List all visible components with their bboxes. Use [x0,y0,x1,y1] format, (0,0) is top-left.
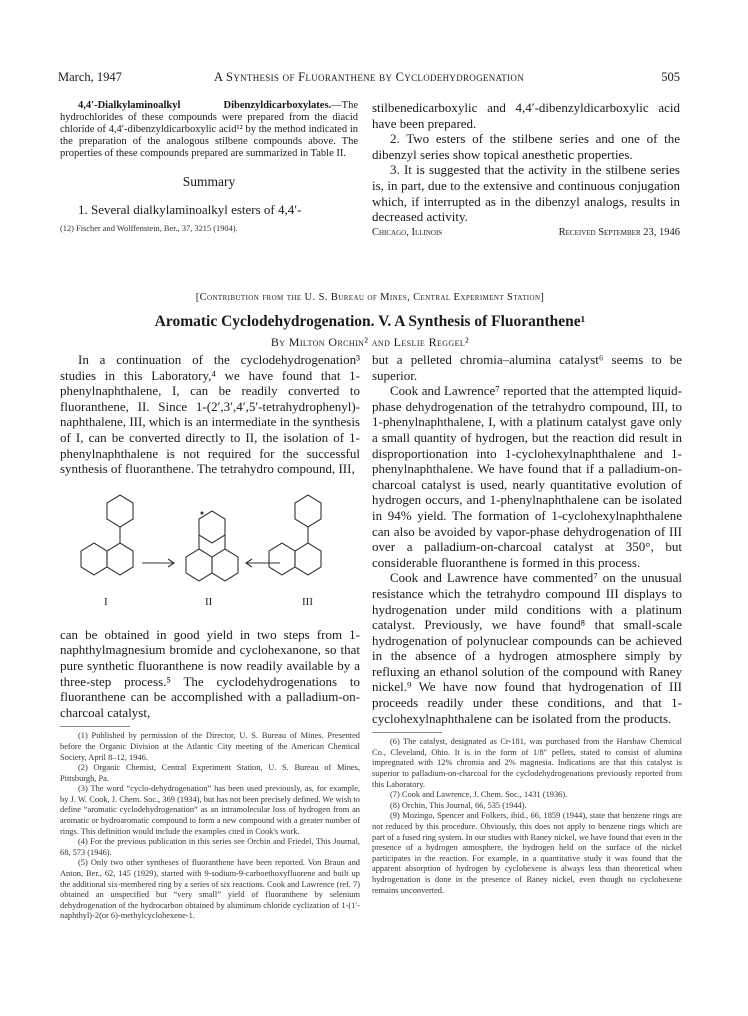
footnote-6: (6) The catalyst, designated as Cr-181, was purchased from the Harshaw Chemical Co., Cleveland, Ohio. It is in the form of 1/8″ pellets, stated to consist of alumina impregnated with 12% chromia and 2% magnesia. Indications are that this catalyst is superior to palladium-on-charcoal for the cyclodehydrogenations previously reported from this Laboratory. [372,737,682,789]
summary-item-1-end: stilbenedicarboxylic and 4,4′-dibenzyldicarboxylic acid have been prepared. [372,100,680,131]
paragraph-r3: Cook and Lawrence have commented⁷ on the unusual resistance which the tetrahydro compound III displays to hydrogenation under mild conditions with a platinum catalyst. Previously, we have found⁸ that small-scale hydrogenation of polynuclear compounds can be achieved in the absence of a hydrogen atmosphere simply by refluxing an ethanol solution of the compound with Raney nickel.⁹ We have now found that hydrogenation of III proceeds readily under these conditions, and that 1-cyclohexylnaphthalene can be isolated from the products. [372,570,682,726]
running-header [58,70,680,86]
footnote-rule-right [372,732,442,733]
paragraph-1: In a continuation of the cyclodehydrogenation³ studies in this Laboratory,⁴ we have found that 1-phenylnaphthalene, I, can be readily converted to fluoranthene, II. Since 1-(2′,3′,4′,5′-tetrahydrophenyl)-naphthalene, III, which is an intermediate in the synthesis of I, can be converted directly to II, the isolation of 1-phenylnaphthalene is not required for the successful synthesis of fluoranthene. The tetrahydro compound, III, [60,352,360,477]
compound-I-phenyl-ring [107,495,133,527]
article-left-column [60,352,360,922]
header-page-number: 505 [661,70,680,84]
article-right-column [372,352,682,896]
dibenzyl-paragraph-heading: 4,4′-Dialkylaminoalkyl Dibenzyldicarboxylates. [78,100,332,111]
compound-III-tetrahydro-ring [295,495,321,527]
compound-II-left-ring [186,549,212,581]
header-running-title: A Synthesis of Fluoranthene by Cyclodehydrogenation [214,70,524,84]
dibenzyl-paragraph [60,100,358,160]
compound-III-naphthalene-ring-b [269,543,295,575]
footnote-2: (2) Organic Chemist, Central Experiment Station, U. S. Bureau of Mines, Pittsburgh, Pa. [60,763,360,783]
compound-III-naphthalene-ring-a [295,543,321,575]
compound-I-naphthalene-ring-b [81,543,107,575]
compound-label-III: III [302,595,313,608]
footnote-12: (12) Fischer and Wolffenstein, Ber., 37, 3215 (1904). [60,223,238,233]
summary-item-3: 3. It is suggested that the activity in the stilbene series is, in part, due to the extensive and continuous conjugation which, if interrupted as in the dibenzyl analogs, results in decreased activity. [372,162,680,225]
footnote-9: (9) Mozingo, Spencer and Folkers, ibid., 66, 1859 (1944), state that benzene rings are not reduced by this procedure. Obviously, this does not apply to benzene rings which are part of a fused ring system. In our studies with Raney nickel, we have found that even in the presence of a hydrogen atmosphere, the hydrogen held on the surface of the nickel participates in the reaction. For example, in a quantitative study it was found that the apparent absorption of hydrogen by cyclohexene is always less than theoretical when hydrogenation is done in the presence of Raney nickel, even though no cyclohexene remains unconverted. [372,811,682,895]
footnote-4: (4) For the previous publication in this series see Orchin and Friedel, This Journal, 68, 573 (1946). [60,837,360,857]
summary-item-1-start: 1. Several dialkylaminoalkyl esters of 4,4′- [78,202,302,217]
received-line [372,227,680,238]
footnote-7: (7) Cook and Lawrence, J. Chem. Soc., 1431 (1936). [390,790,568,800]
dibenzyl-paragraph-text: —The hydrochlorides of these compounds were prepared from the diacid chloride of 4,4′-dibenzyldicarboxylic acid¹² by the method indicated in the preparation of the analogous stilbene compounds above. The properties of these compounds prepared are summarized in Table II. [60,100,358,159]
paragraph-2: can be obtained in good yield in two steps from 1-naphthylmagnesium bromide and cyclohexanone, so that pure synthetic fluoranthene is now readily available by a three-step process.⁵ The cyclodehydrogenations to fluoranthene can be accomplished with a palladium-on-charcoal catalyst, [60,626,360,720]
location: Chicago, Illinois [372,226,443,238]
contribution-line: [Contribution from the U. S. Bureau of Mines, Central Experiment Station] [195,292,545,303]
compound-II-top-ring [199,511,225,543]
summary-heading: Summary [182,174,236,189]
paragraph-r2: Cook and Lawrence⁷ reported that the attempted liquid-phase dehydrogenation of the tetrahydro compound, III, to 1-phenylnaphthalene, I, with a platinum catalyst gave only a small quantity of hydrogen, but the reaction did result in disproportionation into 1-cyclohexylnaphthalene and 1-phenylnaphthalene. We have found that if a palladium-on-charcoal catalyst is used, nearly quantitative evolution of hydrogen occurs, and 1-phenylnaphthalene can be isolated in 94% yield. The formation of 1-cyclohexylnaphthalene can also be avoided by vapor-phase dehydrogenation of III over a palladium-on-charcoal catalyst at 350°, but considerable fluoranthene is formed in this process. [372,383,682,570]
reaction-scheme [60,483,360,623]
compound-label-I: I [104,595,108,608]
paragraph-r1: but a pelleted chromia–alumina catalyst⁶ seems to be superior. [372,352,682,383]
footnote-rule-left [60,726,130,727]
previous-article-left-column [60,100,358,234]
compound-I-naphthalene-ring-a [107,543,133,575]
summary-item-2: 2. Two esters of the stilbene series and one of the dibenzyl series show topical anesthetic properties. [372,131,680,162]
article-title: Aromatic Cyclodehydrogenation. V. A Synthesis of Fluoranthene¹ [154,313,586,330]
compound-II-right-ring [212,549,238,581]
footnote-1: (1) Published by permission of the Director, U. S. Bureau of Mines. Presented before the Organic Division at the Atlantic City meeting of the American Chemical Society, April 8–12, 1946. [60,731,360,762]
footnote-3: (3) The word “cyclo-dehydrogenation” has been used previously, as, for example, by J. W. Cook, J. Chem. Soc., 369 (1934), but has not been precisely defined. We wish to define “aromatic cyclodehydrogenation” as an intramolecular loss of hydrogen from an aromatic or hydroaromatic compound to form a new compound with a greater number of rings. This definition would include the examples cited in Cook's work. [60,784,360,836]
header-date: March, 1947 [58,70,122,84]
compound-II-dot [201,511,204,514]
article-authors: By Milton Orchin² and Leslie Reggel² [270,335,470,349]
compound-label-II: II [205,595,213,608]
footnote-8: (8) Orchin, This Journal, 66, 535 (1944). [390,800,527,810]
footnote-5: (5) Only two other syntheses of fluoranthene have been reported. Von Braun and Anton, Ber., 62, 145 (1929), started with 9-sodium-9-carboethoxyfluorene and built up the additional six-membered ring by a series of six reactions. Cook and Lawrence (ref. 7) obtained an unspecified but “very small” yield of fluoranthene by selenium dehydrogenation of the hydrocarbon obtained by aluminum chloride cyclization of 1-(1′-naphthyl)-2(or 6)-methylcyclohexene-1. [60,858,360,921]
reaction-scheme-drawing [60,483,360,623]
received-date: Received September 23, 1946 [558,226,680,238]
previous-article-right-column [372,100,680,238]
